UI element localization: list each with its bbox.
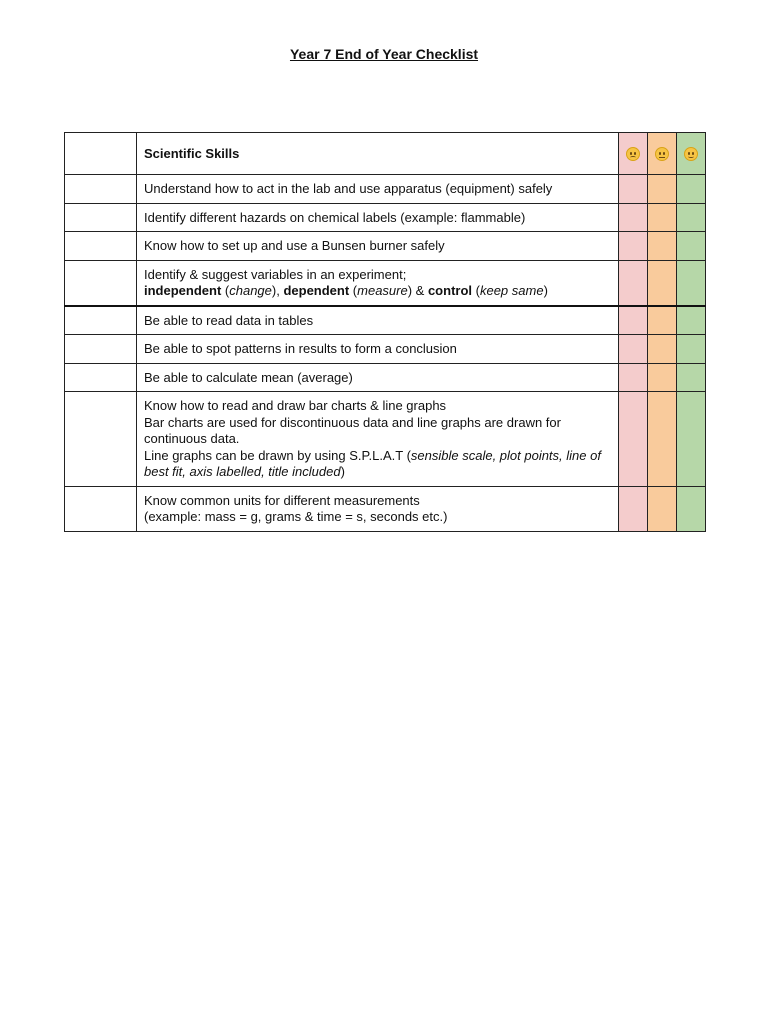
checklist-item <box>137 486 619 531</box>
checklist-item <box>137 392 619 487</box>
sad-rating-cell[interactable] <box>619 335 648 364</box>
happy-rating-cell[interactable] <box>677 486 706 531</box>
item-line: Know common units for different measurements <box>144 492 420 508</box>
checklist-item: Be able to read data in tables <box>137 306 619 335</box>
neutral-rating-cell[interactable] <box>648 363 677 392</box>
item-line: (example: mass = g, grams & time = s, seconds etc.) <box>144 509 448 524</box>
happy-rating-header <box>677 133 706 175</box>
dependent-term: dependent <box>283 283 350 298</box>
happy-rating-cell[interactable] <box>677 335 706 364</box>
neutral-rating-cell[interactable] <box>648 260 677 306</box>
sad-rating-cell[interactable] <box>619 203 648 232</box>
table-header-row <box>65 133 706 175</box>
blank-cell <box>65 363 137 392</box>
table-row <box>65 335 706 364</box>
blank-cell <box>65 260 137 306</box>
happy-rating-cell[interactable] <box>677 203 706 232</box>
item-line: Identify & suggest variables in an experiment; <box>144 266 407 282</box>
splat-suffix: ) <box>340 464 345 479</box>
table-row <box>65 306 706 335</box>
table-row <box>65 363 706 392</box>
sad-rating-cell[interactable] <box>619 175 648 204</box>
blank-cell <box>65 306 137 335</box>
control-note: keep same <box>479 283 544 298</box>
neutral-rating-cell[interactable] <box>648 392 677 487</box>
happy-rating-cell[interactable] <box>677 260 706 306</box>
sad-rating-cell[interactable] <box>619 486 648 531</box>
blank-cell <box>65 335 137 364</box>
control-term: control <box>427 283 473 298</box>
checklist-item: Understand how to act in the lab and use apparatus (equipment) safely <box>137 175 619 204</box>
blank-cell <box>65 203 137 232</box>
checklist-item: Be able to spot patterns in results to form a conclusion <box>137 335 619 364</box>
item-line: Know how to read and draw bar charts & line graphs <box>144 398 447 413</box>
sad-rating-cell[interactable] <box>619 306 648 335</box>
happy-rating-cell[interactable] <box>677 175 706 204</box>
neutral-rating-header <box>648 133 677 175</box>
sad-rating-cell[interactable] <box>619 260 648 306</box>
checklist-item: Identify different hazards on chemical labels (example: flammable) <box>137 203 619 232</box>
sad-rating-cell[interactable] <box>619 363 648 392</box>
page-title: Year 7 End of Year Checklist <box>289 46 479 62</box>
blank-cell <box>65 486 137 531</box>
sad-face-icon <box>626 147 640 161</box>
table-row <box>65 232 706 261</box>
section-heading: Scientific Skills <box>137 133 619 175</box>
sad-rating-cell[interactable] <box>619 392 648 487</box>
table-row <box>65 392 706 487</box>
checklist-item: Be able to calculate mean (average) <box>137 363 619 392</box>
checklist-table <box>64 132 706 532</box>
independent-term: independent <box>144 283 222 298</box>
sad-rating-header <box>619 133 648 175</box>
blank-cell <box>65 175 137 204</box>
neutral-rating-cell[interactable] <box>648 175 677 204</box>
checklist-item <box>137 260 619 306</box>
happy-rating-cell[interactable] <box>677 363 706 392</box>
splat-prefix: Line graphs can be drawn by using S.P.L.A.T ( <box>144 447 411 463</box>
item-line: independent (change), dependent (measure) & control (keep same) <box>144 283 548 298</box>
neutral-face-icon <box>655 147 669 161</box>
sad-rating-cell[interactable] <box>619 232 648 261</box>
neutral-rating-cell[interactable] <box>648 335 677 364</box>
table-row <box>65 486 706 531</box>
item-line: Bar charts are used for discontinuous data and line graphs are drawn for continuous data. <box>144 414 561 446</box>
item-line <box>144 448 611 481</box>
table-row <box>65 260 706 306</box>
blank-cell <box>65 232 137 261</box>
independent-note: change <box>229 283 272 298</box>
happy-rating-cell[interactable] <box>677 306 706 335</box>
neutral-rating-cell[interactable] <box>648 306 677 335</box>
table-row <box>65 175 706 204</box>
checklist-item: Know how to set up and use a Bunsen burner safely <box>137 232 619 261</box>
happy-rating-cell[interactable] <box>677 232 706 261</box>
table-row <box>65 203 706 232</box>
neutral-rating-cell[interactable] <box>648 203 677 232</box>
happy-face-icon <box>684 147 698 161</box>
blank-cell <box>65 133 137 175</box>
happy-rating-cell[interactable] <box>677 392 706 487</box>
splat-meaning: sensible scale, plot points, line of best fit, axis labelled, title included <box>144 447 601 479</box>
neutral-rating-cell[interactable] <box>648 486 677 531</box>
neutral-rating-cell[interactable] <box>648 232 677 261</box>
blank-cell <box>65 392 137 487</box>
dependent-note: measure <box>357 283 408 298</box>
